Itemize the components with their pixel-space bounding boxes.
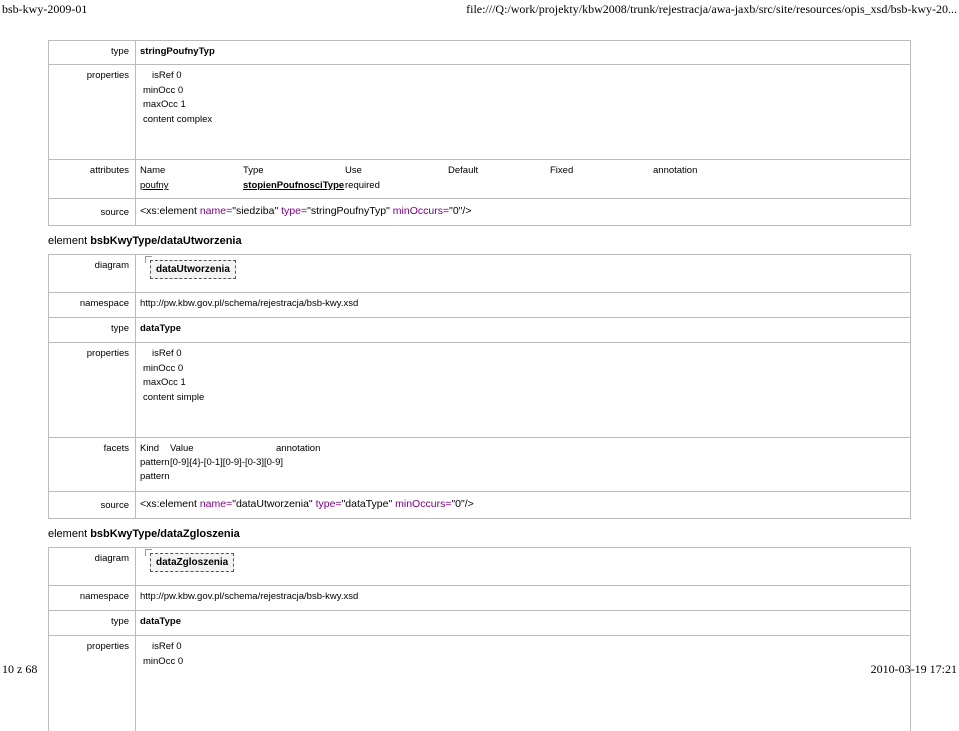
src-val-name: "dataUtworzenia": [232, 498, 313, 510]
src-val-name: "siedziba": [232, 205, 279, 217]
prop-content: content complex: [143, 113, 213, 125]
type-link[interactable]: dataType: [140, 616, 182, 627]
namespace-value: http://pw.kbw.gov.pl/schema/rejestracja/bsb-kwy.xsd: [140, 591, 359, 602]
facet-kind-cont: pattern: [140, 471, 170, 482]
namespace-value: http://pw.kbw.gov.pl/schema/rejestracja/bsb-kwy.xsd: [140, 298, 359, 309]
src-attr-name: name=: [199, 205, 233, 217]
facet-header-value: Value: [170, 443, 194, 454]
prop-minocc: minOcc 0: [143, 84, 184, 96]
facet-header-annotation: annotation: [276, 443, 321, 454]
properties-list: [136, 65, 910, 159]
src-val-type: "stringPoufnyTyp": [307, 205, 390, 217]
element-table-siedziba: [48, 40, 911, 226]
prop-minocc: minOcc 0: [143, 362, 184, 374]
diagram-element-name: dataZgloszenia: [156, 557, 229, 568]
element-name: bsbKwyType/dataZgloszenia: [90, 528, 240, 540]
properties-label: properties: [49, 65, 136, 159]
src-tag: <xs:element: [140, 205, 197, 217]
prop-isref: isRef 0: [152, 70, 182, 81]
diagram-row: [49, 547, 910, 586]
src-tag: <xs:element: [140, 498, 197, 510]
facet-kind: pattern: [140, 457, 170, 468]
diagram-label: diagram: [49, 255, 136, 292]
properties-row: [49, 343, 910, 438]
attr-header-default: Default: [448, 165, 479, 176]
type-link[interactable]: stringPoufnyTyp: [140, 46, 215, 57]
src-end: />: [462, 205, 472, 217]
attr-name-link[interactable]: poufny: [140, 180, 169, 191]
element-prefix: element: [48, 528, 88, 540]
element-table-datazgloszenia: [48, 547, 911, 731]
source-label: source: [49, 492, 136, 518]
src-attr-type: type=: [281, 205, 308, 217]
element-prefix: element: [48, 235, 88, 247]
namespace-label: namespace: [49, 586, 136, 610]
src-val-type: "dataType": [341, 498, 393, 510]
properties-label: properties: [49, 343, 136, 437]
diagram-element-box[interactable]: [150, 260, 236, 279]
namespace-label: namespace: [49, 293, 136, 317]
src-attr-minoccurs: minOccurs=: [392, 205, 450, 217]
attributes-table: [140, 165, 906, 193]
properties-row: [49, 65, 910, 160]
attr-use: required: [345, 180, 380, 191]
footer-timestamp: 2010-03-19 17:21: [870, 662, 957, 676]
diagram-label: diagram: [49, 548, 136, 585]
element-table-datautworzenia: [48, 254, 911, 519]
properties-label: properties: [49, 636, 136, 731]
facets-label: facets: [49, 438, 136, 491]
facets-row: [49, 438, 910, 492]
diagram-element-box[interactable]: [150, 553, 234, 572]
facet-header-kind: Kind: [140, 443, 160, 454]
attributes-row: [49, 160, 910, 199]
src-val-minoccurs: "0": [449, 205, 463, 217]
header-file-url: file:///Q:/work/projekty/kbw2008/trunk/rejestracja/awa-jaxb/src/site/resources/opis_xsd/bsb-kwy-20...: [466, 2, 957, 16]
print-footer: [2, 662, 957, 676]
namespace-row: [49, 293, 910, 318]
source-code: [136, 199, 910, 225]
src-end: />: [464, 498, 474, 510]
document-content: [48, 40, 911, 667]
properties-list: [136, 636, 910, 731]
properties-list: [136, 343, 910, 437]
attr-header-type: Type: [243, 165, 264, 176]
type-link[interactable]: dataType: [140, 323, 182, 334]
prop-isref: isRef 0: [152, 348, 182, 359]
prop-maxocc: maxOcc 1: [143, 377, 186, 388]
type-row: [49, 611, 910, 636]
attr-header-name: Name: [140, 165, 166, 176]
print-header: [2, 2, 957, 16]
attr-type-link[interactable]: stopienPoufnosciType: [243, 180, 345, 191]
source-label: source: [49, 199, 136, 225]
type-label: type: [49, 41, 136, 64]
namespace-row: [49, 586, 910, 611]
footer-page-number: 10 z 68: [2, 662, 38, 676]
attributes-label: attributes: [49, 160, 136, 198]
type-row: [49, 318, 910, 343]
type-label: type: [49, 611, 136, 635]
diagram-row: [49, 254, 910, 293]
prop-isref: isRef 0: [152, 641, 182, 652]
type-label: type: [49, 318, 136, 342]
prop-minocc: minOcc 0: [143, 655, 184, 667]
source-row: [49, 199, 910, 226]
prop-content: content simple: [143, 391, 205, 403]
facets-table: [140, 443, 906, 487]
properties-row: [49, 636, 910, 731]
attr-header-annotation: annotation: [653, 165, 698, 176]
attr-header-use: Use: [345, 165, 362, 176]
header-doc-title: bsb-kwy-2009-01: [2, 2, 88, 16]
type-row: [49, 40, 910, 65]
element-heading-datazgloszenia: [48, 519, 911, 547]
prop-maxocc: maxOcc 1: [143, 99, 186, 110]
source-code: [136, 492, 910, 518]
element-heading-datautworzenia: [48, 226, 911, 254]
element-name: bsbKwyType/dataUtworzenia: [90, 235, 242, 247]
src-attr-minoccurs: minOccurs=: [395, 498, 452, 510]
attr-header-fixed: Fixed: [550, 165, 574, 176]
src-attr-type: type=: [315, 498, 342, 510]
source-row: [49, 492, 910, 519]
src-attr-name: name=: [199, 498, 233, 510]
src-val-minoccurs: "0": [451, 498, 465, 510]
diagram-element-name: dataUtworzenia: [156, 264, 230, 275]
facet-value: [0-9]{4}-[0-1][0-9]-[0-3][0-9]: [170, 457, 284, 468]
